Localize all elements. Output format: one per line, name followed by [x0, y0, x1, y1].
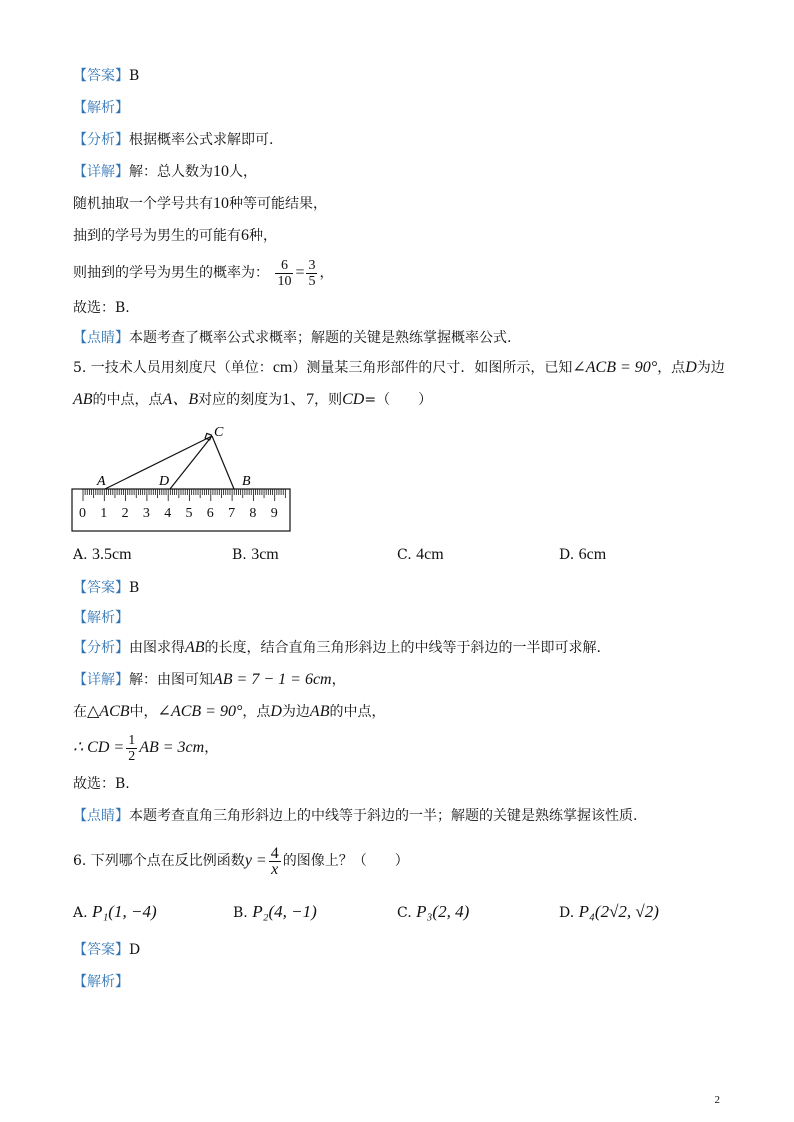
- triangle: [105, 433, 234, 489]
- text: 人，: [229, 164, 257, 180]
- fenxi-tag: 【分析】: [73, 132, 129, 148]
- math: CD: [342, 391, 365, 408]
- fraction: [269, 846, 281, 877]
- q4-detail-line-2: [73, 194, 327, 214]
- number: 10: [213, 163, 229, 180]
- text: ，点: [657, 360, 686, 376]
- math: ∴ CD =: [73, 739, 125, 756]
- math: AB: [73, 391, 93, 408]
- ruler-number: 1: [100, 506, 108, 521]
- q5-option-a[interactable]: [73, 545, 132, 565]
- q6-answer: [73, 940, 140, 960]
- q5-option-c[interactable]: [397, 545, 444, 565]
- answer-value: B: [129, 580, 140, 596]
- q4-choose: [73, 298, 130, 318]
- number: 6: [241, 227, 249, 244]
- math: ∠ACB = 90°: [572, 359, 658, 376]
- text: 则抽到的学号为男生的概率为：: [73, 265, 269, 281]
- text: ）测量某三角形部件的尺寸．如图所示，已知: [292, 360, 573, 376]
- answer-tag: 【答案】: [73, 68, 129, 84]
- text: 解：由图可知: [129, 672, 213, 688]
- numerator: 6: [275, 258, 293, 274]
- fraction: [306, 258, 317, 289]
- ruler-triangle-figure: [70, 422, 300, 534]
- option-text: P₃(2, 4): [416, 902, 470, 921]
- fenxi-text: 根据概率公式求解即可.: [129, 132, 274, 148]
- q6-analysis-tag: [73, 972, 129, 992]
- math: D: [685, 359, 697, 376]
- text: 种等可能结果，: [229, 196, 327, 212]
- ruler: [72, 489, 290, 531]
- denominator: 5: [308, 273, 316, 289]
- answer-tag: 【答案】: [73, 580, 129, 596]
- q4-detail-line-4: 则抽到的学号为男生的概率为： $\frac{6}{10}$ = $\frac{3}{5}$ ，: [73, 257, 334, 289]
- option-text: P₁(1, −4): [92, 902, 157, 921]
- option-key: C.: [397, 547, 412, 563]
- option-text: 3cm: [251, 546, 279, 563]
- q5-answer: [73, 578, 139, 598]
- ruler-number: 5: [185, 506, 193, 521]
- answer-value: B: [129, 68, 140, 84]
- text: ，: [331, 672, 346, 688]
- numerator: 1: [128, 732, 136, 748]
- fraction: [126, 733, 137, 764]
- ruler-number: 8: [249, 506, 257, 521]
- comment-tag: 【点睛】: [73, 808, 129, 824]
- option-text: P₂(4, −1): [252, 902, 317, 921]
- numerator: 4: [270, 844, 279, 862]
- text: 为边: [281, 704, 310, 720]
- q4-fenxi: [73, 130, 273, 150]
- text: 为边: [696, 360, 725, 376]
- label-d: D: [159, 474, 170, 489]
- label-b: B: [242, 474, 251, 489]
- q6-option-b[interactable]: [233, 902, 317, 923]
- q5-comment: [73, 806, 637, 826]
- analysis-tag: 【解析】: [73, 974, 129, 990]
- math: A、B: [162, 391, 199, 408]
- text: 的长度，结合直角三角形斜边上的中线等于斜边的一半即可求解.: [204, 640, 601, 656]
- answer-tag: 【答案】: [73, 942, 129, 958]
- label-c: C: [214, 425, 224, 440]
- q5-option-b[interactable]: [232, 545, 279, 565]
- comment-tag: 【点睛】: [73, 330, 129, 346]
- q4-detail-line-3: [73, 226, 277, 246]
- q5-option-d[interactable]: [559, 545, 606, 565]
- text: 的图像上？（ ）: [282, 853, 409, 869]
- comment-text: 本题考查直角三角形斜边上的中线等于斜边的一半；解题的关键是熟练掌握该性质.: [129, 808, 638, 824]
- denominator: 2: [128, 748, 136, 764]
- fenxi-tag: 【分析】: [73, 640, 129, 656]
- option-text: 4cm: [416, 546, 444, 563]
- option-key: A.: [73, 905, 88, 921]
- option-text: P₄(2√2, √2): [578, 902, 659, 921]
- text: 解：总人数为: [129, 164, 213, 180]
- median-cd: [170, 436, 212, 489]
- q6-option-c[interactable]: [397, 902, 469, 923]
- text: ，点: [242, 704, 271, 720]
- ruler-number: 7: [228, 506, 236, 521]
- q5-analysis-tag: [73, 608, 129, 628]
- option-key: C.: [397, 905, 412, 921]
- q4-detail-line-1: [73, 162, 257, 182]
- q4-comment: [73, 328, 511, 348]
- option-text: 3.5cm: [92, 546, 132, 563]
- text: =（ ）: [364, 392, 433, 408]
- q5-fenxi: [73, 638, 601, 658]
- denominator: x: [271, 860, 279, 878]
- analysis-tag: 【解析】: [73, 100, 129, 116]
- option-key: B.: [233, 905, 248, 921]
- text: 对应的刻度为: [198, 392, 283, 408]
- q5-stem-line-1: [73, 358, 725, 378]
- right-angle-mark: [205, 433, 211, 439]
- text: 5. 一技术人员用刻度尺（单位：: [73, 360, 273, 376]
- q6-stem: [73, 842, 409, 880]
- ruler-number: 3: [142, 506, 150, 521]
- option-key: D.: [559, 905, 575, 921]
- option-key: D.: [559, 547, 575, 563]
- text: ，: [204, 740, 219, 756]
- option-key: A.: [73, 547, 88, 563]
- text: ，: [319, 265, 334, 281]
- q6-option-a[interactable]: [73, 902, 157, 923]
- ruler-number: 4: [164, 506, 172, 521]
- math: y =: [244, 852, 267, 869]
- q5-choose: [73, 774, 130, 794]
- ruler-number: 6: [206, 506, 214, 521]
- text: 中，: [129, 704, 158, 720]
- text: 在: [73, 704, 87, 720]
- analysis-tag: 【解析】: [73, 610, 129, 626]
- math: D: [270, 703, 282, 720]
- q4-analysis-tag: [73, 98, 129, 118]
- detail-tag: 【详解】: [73, 672, 129, 688]
- text: 抽到的学号为男生的可能有: [73, 228, 241, 244]
- q5-detail-line-3: [73, 730, 218, 766]
- ruler-number: 2: [121, 506, 129, 521]
- q4-answer: [73, 66, 139, 86]
- text: ，则: [314, 392, 343, 408]
- text: 6. 下列哪个点在反比例函数: [73, 853, 245, 869]
- label-a: A: [97, 474, 106, 489]
- math: AB = 7 − 1 = 6cm: [213, 671, 332, 688]
- math: AB: [309, 703, 330, 720]
- answer-value: D: [129, 942, 141, 958]
- option-key: B.: [232, 547, 247, 563]
- text: 故选：B.: [73, 300, 130, 316]
- detail-tag: 【详解】: [73, 164, 129, 180]
- ruler-number: 0: [79, 506, 86, 521]
- math: △ACB: [87, 703, 130, 720]
- text: 的中点，点: [92, 392, 163, 408]
- fraction: [275, 258, 293, 289]
- unit: cm: [272, 359, 293, 376]
- text: 种，: [249, 228, 277, 244]
- text: 的中点，: [329, 704, 386, 720]
- text: 故选：B.: [73, 776, 130, 792]
- q5-detail-line-1: [73, 670, 346, 690]
- page-number: 2: [714, 1094, 720, 1106]
- q6-option-d[interactable]: [559, 902, 659, 923]
- numerator: 3: [308, 257, 316, 273]
- text: 随机抽取一个学号共有: [73, 196, 213, 212]
- math: ∠ACB = 90°: [157, 703, 243, 720]
- denominator: 10: [277, 273, 292, 289]
- side-cb: [212, 436, 234, 489]
- number: 10: [213, 195, 229, 212]
- option-text: 6cm: [578, 546, 607, 563]
- q5-detail-line-2: [73, 702, 385, 722]
- q5-stem-line-2: [73, 390, 432, 410]
- math: AB = 3cm: [139, 739, 205, 756]
- comment-text: 本题考查了概率公式求概率；解题的关键是熟练掌握概率公式.: [129, 330, 512, 346]
- number: 1、7: [282, 391, 315, 408]
- math: AB: [185, 639, 205, 656]
- ruler-number: 9: [270, 506, 278, 521]
- text: 由图求得: [129, 640, 185, 656]
